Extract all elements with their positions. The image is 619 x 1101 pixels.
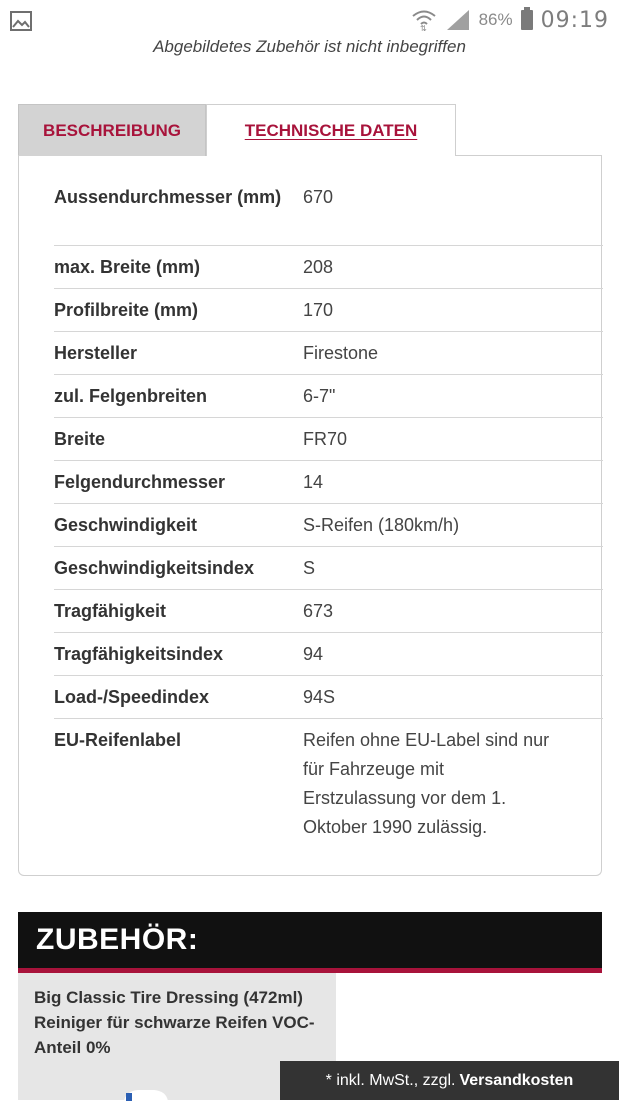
spec-value: 94S [303, 687, 336, 707]
spec-label: Geschwindigkeitsindex [54, 558, 255, 578]
spec-row [54, 719, 603, 859]
spec-value: Reifen ohne EU-Label sind nur für Fahrzeuge mit Erstzulassung vor dem 1. Oktober 1990 zulässig. [303, 730, 550, 837]
spec-label: Tragfähigkeitsindex [54, 644, 224, 664]
product-title[interactable]: Big Classic Tire Dressing (472ml) Reiniger für schwarze Reifen VOC-Anteil 0% [34, 988, 315, 1057]
spec-row [54, 171, 603, 246]
spec-label: EU-Reifenlabel [54, 730, 182, 750]
status-bar [0, 0, 619, 40]
spec-value: 170 [303, 300, 334, 320]
spec-value: 673 [303, 601, 334, 621]
spec-row [54, 504, 603, 547]
spec-row [54, 590, 603, 633]
spec-row [54, 246, 603, 289]
spec-value: FR70 [303, 429, 348, 449]
tab-label: TECHNISCHE DATEN [244, 120, 418, 140]
accessory-note: Abgebildetes Zubehör ist nicht inbegriffen [153, 37, 466, 56]
spec-value: S [303, 558, 316, 578]
spec-row [54, 289, 603, 332]
tab-label: BESCHREIBUNG [43, 120, 181, 140]
spec-label: Aussendurchmesser (mm) [54, 187, 282, 207]
spec-label: Tragfähigkeit [54, 601, 167, 621]
battery-percent: 86% [478, 10, 513, 29]
spec-label: Breite [54, 429, 106, 449]
shipping-costs-link[interactable]: Versandkosten [459, 1071, 574, 1089]
signal-icon [445, 9, 471, 31]
spec-value: 670 [303, 187, 334, 207]
spec-value: 6-7" [303, 386, 336, 406]
accessories-heading [18, 912, 602, 973]
footer-text: * inkl. MwSt., zzgl. [325, 1071, 456, 1089]
spec-panel [18, 155, 602, 876]
status-time: 09:19 [540, 7, 609, 33]
spec-label: Geschwindigkeit [54, 515, 198, 535]
tab-technische-daten[interactable] [206, 104, 456, 156]
spec-label: zul. Felgenbreiten [54, 386, 208, 406]
spec-value: S-Reifen (180km/h) [303, 515, 460, 535]
spec-value: 208 [303, 257, 334, 277]
spec-value: Firestone [303, 343, 379, 363]
spec-row [54, 633, 603, 676]
status-indicators [411, 8, 609, 32]
spec-table [54, 171, 603, 859]
spec-row [54, 332, 603, 375]
spec-label: Profilbreite (mm) [54, 300, 199, 320]
accessories-heading-text: ZUBEHÖR: [36, 923, 199, 956]
spec-label: Load-/Speedindex [54, 687, 210, 707]
spec-label: max. Breite (mm) [54, 257, 201, 277]
spec-value: 94 [303, 644, 324, 664]
spec-row [54, 461, 603, 504]
tab-beschreibung[interactable] [18, 104, 206, 156]
spec-row [54, 547, 603, 590]
shipping-footer [280, 1061, 619, 1100]
spec-row [54, 676, 603, 719]
product-image[interactable] [116, 1089, 176, 1101]
svg-text:⇅: ⇅ [419, 24, 427, 31]
image-icon [10, 10, 32, 32]
spec-row [54, 375, 603, 418]
spec-row [54, 418, 603, 461]
spec-label: Felgendurchmesser [54, 472, 226, 492]
spec-value: 14 [303, 472, 324, 492]
tab-bar [18, 104, 602, 156]
battery-icon [521, 10, 533, 30]
wifi-icon [411, 9, 437, 31]
spec-label: Hersteller [54, 343, 138, 363]
